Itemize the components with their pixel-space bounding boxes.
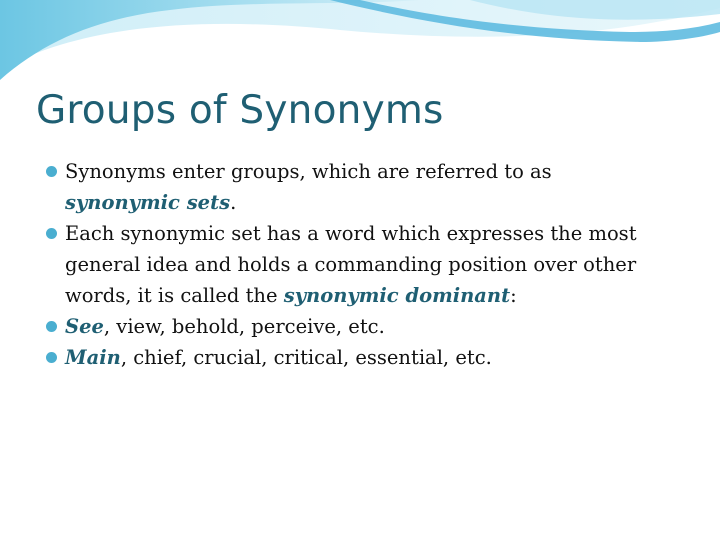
bullet-text: , chief, crucial, critical, essential, etc.: [120, 346, 492, 369]
bullet-term: See: [65, 315, 104, 338]
bullet-text: Each synonymic set has a word which expresses the most general idea and holds a commanding position over other words, it is called the: [65, 222, 637, 307]
bullet-item: [44, 311, 684, 342]
header-wave-decoration: [0, 0, 720, 90]
bullet-term: synonymic dominant: [283, 284, 511, 307]
bullet-term: Main: [65, 346, 121, 369]
bullet-dot-icon: [46, 228, 57, 239]
bullet-text: Synonyms enter groups, which are referred to as: [65, 160, 552, 183]
bullet-text: .: [230, 191, 237, 214]
bullet-dot-icon: [46, 321, 57, 332]
slide-title: Groups of Synonyms: [36, 88, 444, 133]
bullet-text: :: [510, 284, 517, 307]
bullet-dot-icon: [46, 166, 57, 177]
bullet-item: [44, 342, 684, 373]
bullet-text: , view, behold, perceive, etc.: [103, 315, 385, 338]
bullet-item: [44, 156, 684, 218]
bullet-list: [44, 156, 684, 373]
bullet-dot-icon: [46, 352, 57, 363]
bullet-item: [44, 218, 684, 311]
bullet-term: synonymic sets: [65, 191, 231, 214]
